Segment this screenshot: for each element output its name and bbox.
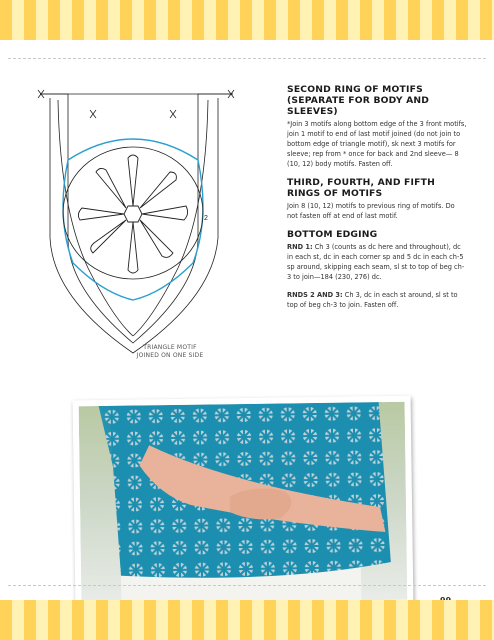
top-dashed-rule <box>8 58 486 59</box>
caption-line-2: JOINED ON ONE SIDE <box>136 352 204 359</box>
section-body-second-ring: *Join 3 motifs along bottom edge of the 3 front motifs, join 1 motif to end of last motif joined (do not join to bottom edge of triangle motif), sk next 3 motifs for sleeve; rep from * once for back and 2nd sleeve— 8 (10, 12) body motifs. Fasten off. <box>287 120 467 168</box>
diagram-caption <box>110 344 230 360</box>
section-heading-third-ring: THIRD, FOURTH, AND FIFTH RINGS OF MOTIFS <box>287 177 435 199</box>
bottom-decorative-stripe <box>0 600 494 640</box>
section-heading-bottom-edging: BOTTOM EDGING <box>287 229 378 240</box>
section-heading-second-ring: SECOND RING OF MOTIFS (SEPARATE FOR BODY AND SLEEVES) <box>287 84 430 117</box>
top-decorative-stripe <box>0 0 494 40</box>
section-body-third-ring: Join 8 (10, 12) motifs to previous ring of motifs. Do not fasten off at end of last motif. <box>287 202 455 220</box>
rnd-1-paragraph <box>287 242 467 282</box>
rnd-1-text: Ch 3 (counts as dc here and throughout), dc in each st, dc in each corner sp and 5 dc in each ch-5 sp around, skipping each seam, sl st to top of beg ch-3 to join—184 (230, 276) dc. <box>287 243 465 281</box>
rnds-2-3-label: RNDS 2 AND 3: <box>287 291 343 299</box>
rnds-2-3-paragraph <box>287 290 467 310</box>
rnds-2-3-text: Ch 3, dc in each st around, sl st to top of beg ch-3 to join. Fasten off. <box>287 291 458 309</box>
garment-photo <box>73 396 414 611</box>
crochet-chart-diagram <box>28 88 268 358</box>
bottom-dashed-rule <box>8 585 486 586</box>
caption-line-1: TRIANGLE MOTIF <box>143 344 197 351</box>
rnd-1-label: RND 1: <box>287 243 313 251</box>
stitch-number-label: 2 <box>204 215 208 222</box>
instructions-column <box>287 84 467 318</box>
